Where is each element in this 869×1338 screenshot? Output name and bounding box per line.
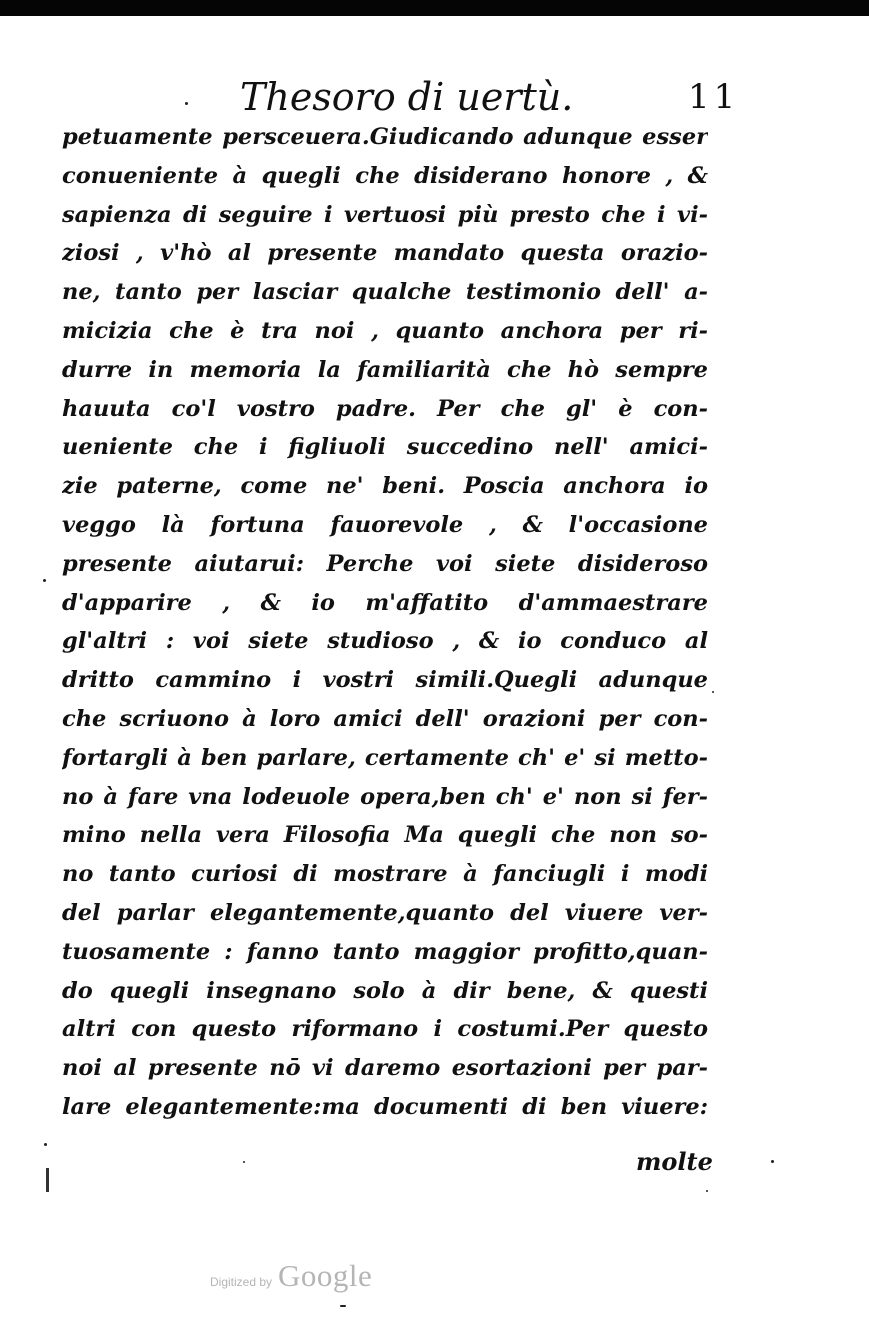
text-line: micizia che è tra noi , quanto anchora per ri- — [62, 317, 708, 344]
ink-speck — [771, 1160, 774, 1163]
text-line: dritto cammino i vostri simili.Quegli adunque — [62, 667, 708, 694]
text-line: mino nella vera Filosofia Ma quegli che non so- — [62, 822, 708, 849]
catchword: molte — [636, 1147, 713, 1176]
google-logo: Google — [278, 1258, 373, 1293]
text-line: d'apparire , & io m'affatito d'ammaestrare — [62, 589, 708, 616]
digitized-by-google-watermark — [210, 1258, 372, 1294]
page-number: 11 — [688, 77, 740, 117]
ink-speck — [712, 691, 714, 693]
text-line: no tanto curiosi di mostrare à fanciugli i modi — [62, 861, 708, 888]
text-line: noi al presente nō vi daremo esortazioni per par- — [62, 1055, 708, 1082]
text-line: che scriuono à loro amici dell' orazioni per con- — [62, 705, 708, 732]
scan-edge-mark — [46, 1168, 49, 1192]
text-line: veggo là fortuna fauorevole , & l'occasione — [62, 511, 708, 538]
ink-speck — [706, 1190, 708, 1192]
text-line: zie paterne, come ne' beni. Poscia anchora io — [62, 473, 708, 500]
text-line: tuosamente : fanno tanto maggior profitto,quan- — [62, 938, 708, 965]
ink-speck — [185, 102, 188, 105]
text-line: gl'altri : voi siete studioso , & io conduco al — [62, 628, 708, 655]
body-text — [62, 118, 722, 1127]
watermark-prefix: Digitized by — [210, 1275, 273, 1289]
text-line: ziosi , v'hò al presente mandato questa orazio- — [62, 240, 708, 267]
ink-speck — [43, 579, 46, 582]
text-line: petuamente persceuera.Giudicando adunque esser — [62, 124, 708, 150]
text-line: no à fare vna lodeuole opera,ben ch' e' non si fer- — [62, 783, 708, 810]
running-title: Thesoro di uertù. — [240, 75, 574, 119]
text-line: sapienza di seguire i vertuosi più presto che i vi- — [62, 201, 708, 228]
text-line: fortargli à ben parlare, certamente ch' e' si metto- — [62, 744, 708, 771]
ink-speck — [340, 1305, 346, 1307]
scan-top-edge — [0, 0, 869, 16]
text-line: do quegli insegnano solo à dir bene, & questi — [62, 977, 708, 1004]
text-line: lare elegantemente:ma documenti di ben viuere: — [62, 1093, 708, 1120]
text-line: hauuta co'l vostro padre. Per che gl' è con- — [62, 395, 708, 422]
ink-speck — [44, 1143, 47, 1146]
text-line: ne, tanto per lasciar qualche testimonio dell' a- — [62, 279, 708, 306]
page-header — [0, 72, 869, 122]
text-line: altri con questo riformano i costumi.Per questo — [62, 1016, 708, 1043]
text-line: del parlar elegantemente,quanto del viuere ver- — [62, 899, 708, 926]
text-line: presente aiutarui: Perche voi siete disideroso — [62, 550, 708, 577]
text-line: conueniente à quegli che disiderano honore , & — [62, 162, 708, 189]
text-line: durre in memoria la familiarità che hò sempre — [62, 356, 708, 383]
ink-speck — [243, 1161, 245, 1163]
text-line: ueniente che i figliuoli succedino nell' amici- — [62, 434, 708, 461]
